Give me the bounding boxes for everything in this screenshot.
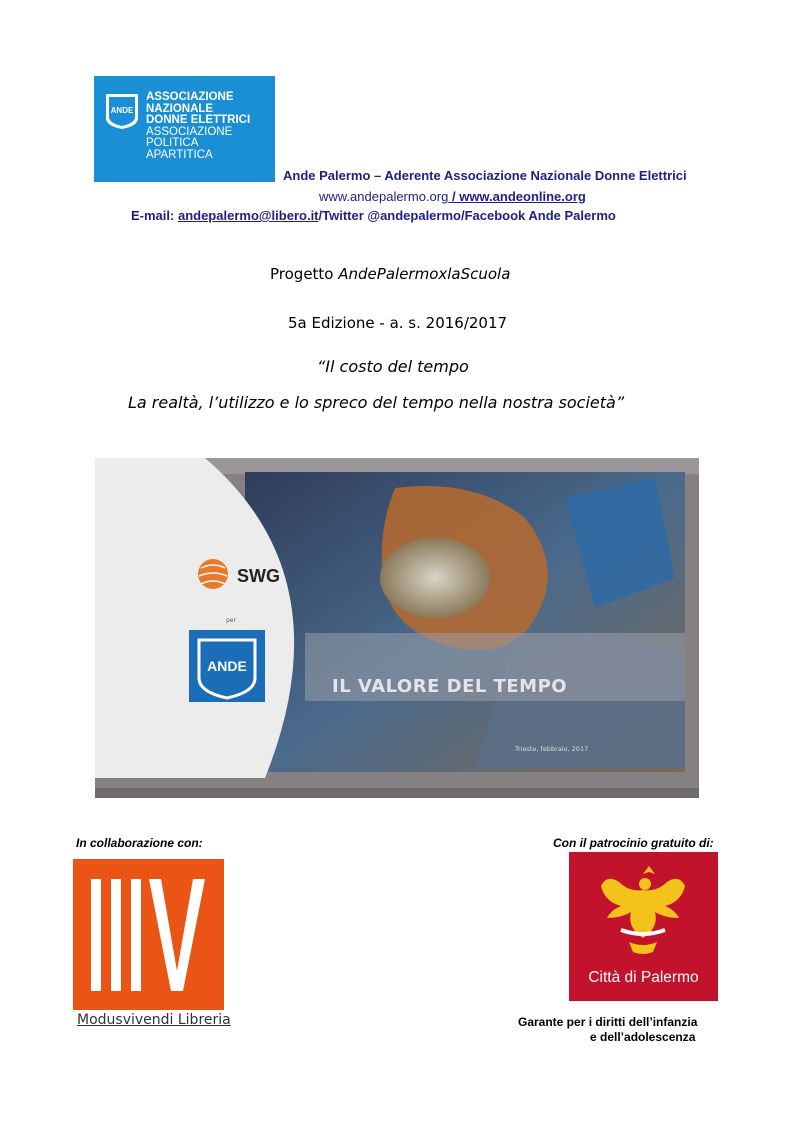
header-websites <box>319 189 586 204</box>
logo-line: ASSOCIAZIONE <box>146 125 233 138</box>
photo-shield-text: ANDE <box>207 658 247 674</box>
email-label: E-mail: <box>131 208 178 223</box>
email-link[interactable]: andepalermo@libero.it <box>177 208 319 223</box>
header-contacts <box>131 208 616 223</box>
separator: / <box>448 189 460 204</box>
ande-logo-wordmark <box>146 92 250 161</box>
cover-photo <box>95 458 699 798</box>
photo-caption: IL VALORE DEL TEMPO <box>332 676 568 697</box>
header-affiliation: Ande Palermo – Aderente Associazione Nazionale Donne Elettrici <box>283 168 687 183</box>
palermo-logo <box>569 852 718 1001</box>
modusvivendi-logo-mark <box>73 859 224 1010</box>
website-andepalermo[interactable]: www.andepalermo.org <box>319 189 449 204</box>
logo-line: NAZIONALE <box>146 102 214 115</box>
logo-line: ASSOCIAZIONE <box>146 91 234 103</box>
quote-line-1: “Il costo del tempo <box>317 357 469 376</box>
project-name: AndePalermoxlaScuola <box>338 265 511 283</box>
modusvivendi-link[interactable]: Modusvivendi Libreria <box>77 1012 231 1028</box>
mv-text-anchor <box>143 879 144 880</box>
social-text: /Twitter @andepalermo/Facebook Ande Palermo <box>318 208 616 223</box>
quote-line-2: La realtà, l’utilizzo e lo spreco del tempo nella nostra società” <box>128 393 625 412</box>
garante-line-1: Garante per i diritti dell’infanzia <box>518 1015 698 1029</box>
per-label: per <box>226 617 236 624</box>
ande-logo <box>94 76 275 182</box>
logo-line: DONNE ELETTRICI <box>146 114 251 126</box>
ande-shield-text: ANDE <box>110 106 134 115</box>
patronage-label: Con il patrocinio gratuito di: <box>553 836 714 850</box>
website-andeonline-link[interactable]: www.andeonline.org <box>459 189 586 204</box>
photo-date: Trieste, febbraio, 2017 <box>515 745 589 753</box>
project-title <box>270 265 510 283</box>
logo-line: POLITICA <box>146 137 199 149</box>
modusvivendi-logo <box>73 859 224 1010</box>
palermo-name: Città di Palermo <box>588 969 699 986</box>
garante-line-2: e dell’adolescenza <box>590 1030 696 1044</box>
cover-photo-art <box>95 458 699 798</box>
swg-label: SWG <box>237 566 280 586</box>
palermo-eagle-icon <box>569 852 718 964</box>
collaboration-label: In collaborazione con: <box>76 836 203 850</box>
project-prefix: Progetto <box>270 265 339 283</box>
edition-line: 5a Edizione - a. s. 2016/2017 <box>288 314 508 332</box>
logo-line: APARTITICA <box>146 148 213 161</box>
ande-shield-icon <box>104 92 140 130</box>
